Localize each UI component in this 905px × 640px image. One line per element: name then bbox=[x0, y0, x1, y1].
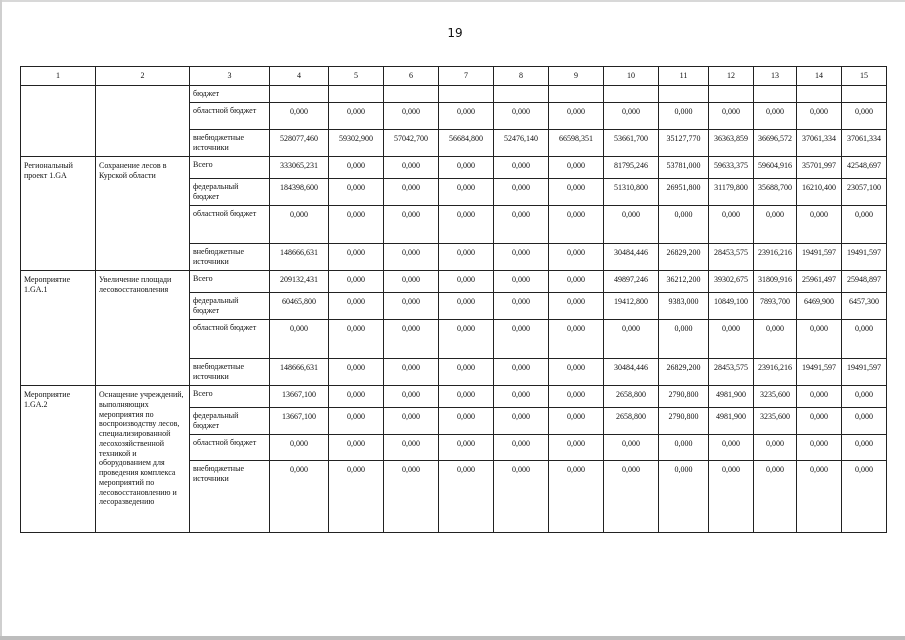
value-cell: 37061,334 bbox=[797, 130, 842, 157]
value-cell: 0,000 bbox=[439, 206, 494, 244]
value-cell: 0,000 bbox=[754, 320, 797, 359]
value-cell: 23057,100 bbox=[842, 179, 887, 206]
value-cell: 0,000 bbox=[659, 461, 709, 533]
value-cell: 0,000 bbox=[384, 244, 439, 271]
value-cell: 0,000 bbox=[494, 435, 549, 461]
value-cell: 59604,916 bbox=[754, 157, 797, 179]
value-cell: 36212,200 bbox=[659, 271, 709, 293]
value-cell: 52476,140 bbox=[494, 130, 549, 157]
value-cell: 0,000 bbox=[439, 271, 494, 293]
value-cell: 0,000 bbox=[797, 206, 842, 244]
value-cell: 0,000 bbox=[270, 206, 329, 244]
value-cell: 0,000 bbox=[494, 320, 549, 359]
value-cell: 0,000 bbox=[329, 157, 384, 179]
value-cell: 0,000 bbox=[494, 293, 549, 320]
column-header: 6 bbox=[384, 67, 439, 86]
value-cell: 56684,800 bbox=[439, 130, 494, 157]
value-cell: 19491,597 bbox=[797, 359, 842, 386]
value-cell: 0,000 bbox=[549, 435, 604, 461]
table-row bbox=[21, 386, 887, 408]
value-cell: 13667,100 bbox=[270, 386, 329, 408]
value-cell: 0,000 bbox=[842, 103, 887, 130]
value-cell: 0,000 bbox=[549, 320, 604, 359]
value-cell: 0,000 bbox=[329, 179, 384, 206]
value-cell: 57042,700 bbox=[384, 130, 439, 157]
funding-source-label: Всего bbox=[190, 386, 270, 408]
header-row bbox=[21, 67, 887, 86]
value-cell: 0,000 bbox=[494, 461, 549, 533]
value-cell: 31809,916 bbox=[754, 271, 797, 293]
value-cell: 0,000 bbox=[709, 461, 754, 533]
value-cell: 9383,000 bbox=[659, 293, 709, 320]
value-cell: 26951,800 bbox=[659, 179, 709, 206]
value-cell: 28453,575 bbox=[709, 244, 754, 271]
value-cell: 37061,334 bbox=[842, 130, 887, 157]
value-cell: 0,000 bbox=[329, 386, 384, 408]
value-cell: 0,000 bbox=[604, 206, 659, 244]
value-cell bbox=[754, 86, 797, 103]
value-cell: 35701,997 bbox=[797, 157, 842, 179]
value-cell: 0,000 bbox=[842, 386, 887, 408]
value-cell bbox=[270, 86, 329, 103]
value-cell: 0,000 bbox=[604, 320, 659, 359]
value-cell: 30484,446 bbox=[604, 244, 659, 271]
value-cell: 25948,897 bbox=[842, 271, 887, 293]
value-cell: 19491,597 bbox=[842, 359, 887, 386]
value-cell: 31179,800 bbox=[709, 179, 754, 206]
column-header: 3 bbox=[190, 67, 270, 86]
column-header: 8 bbox=[494, 67, 549, 86]
column-header: 4 bbox=[270, 67, 329, 86]
value-cell: 0,000 bbox=[549, 386, 604, 408]
value-cell: 0,000 bbox=[604, 435, 659, 461]
page-number: 19 bbox=[447, 26, 463, 40]
value-cell: 26829,200 bbox=[659, 359, 709, 386]
value-cell: 333065,231 bbox=[270, 157, 329, 179]
value-cell: 0,000 bbox=[709, 435, 754, 461]
column-header: 13 bbox=[754, 67, 797, 86]
value-cell: 23916,216 bbox=[754, 244, 797, 271]
value-cell: 0,000 bbox=[797, 461, 842, 533]
value-cell: 0,000 bbox=[329, 103, 384, 130]
value-cell: 2658,800 bbox=[604, 408, 659, 435]
value-cell: 0,000 bbox=[270, 435, 329, 461]
value-cell: 0,000 bbox=[384, 157, 439, 179]
funding-source-label: федеральный бюджет bbox=[190, 293, 270, 320]
value-cell: 2658,800 bbox=[604, 386, 659, 408]
value-cell bbox=[439, 86, 494, 103]
program-name-cell: Оснащение учреждений, выполняющих мероприятия по воспроизводству лесов, специализированной лесохозяйственной техникой и оборудованием для проведения комплекса мероприятий по лесовосстановлению и лесоразведению bbox=[96, 386, 190, 533]
value-cell: 0,000 bbox=[549, 206, 604, 244]
program-name-cell: Сохранение лесов в Курской области bbox=[96, 157, 190, 271]
value-cell: 0,000 bbox=[439, 103, 494, 130]
value-cell: 0,000 bbox=[384, 103, 439, 130]
funding-source-label: областной бюджет bbox=[190, 435, 270, 461]
value-cell: 6457,300 bbox=[842, 293, 887, 320]
table-row bbox=[21, 86, 887, 103]
value-cell: 0,000 bbox=[270, 103, 329, 130]
value-cell: 19491,597 bbox=[797, 244, 842, 271]
value-cell: 0,000 bbox=[439, 461, 494, 533]
value-cell: 0,000 bbox=[494, 179, 549, 206]
value-cell: 7893,700 bbox=[754, 293, 797, 320]
continuation-name-cell bbox=[96, 86, 190, 157]
value-cell: 0,000 bbox=[549, 157, 604, 179]
value-cell bbox=[709, 86, 754, 103]
value-cell: 148666,631 bbox=[270, 244, 329, 271]
column-header: 5 bbox=[329, 67, 384, 86]
column-header: 1 bbox=[21, 67, 96, 86]
funding-source-label: внебюджетные источники bbox=[190, 461, 270, 533]
value-cell bbox=[384, 86, 439, 103]
program-code-cell: Мероприятие 1.GA.2 bbox=[21, 386, 96, 533]
table-row bbox=[21, 157, 887, 179]
value-cell: 0,000 bbox=[384, 320, 439, 359]
value-cell: 0,000 bbox=[494, 206, 549, 244]
value-cell: 0,000 bbox=[797, 408, 842, 435]
program-code-cell: Региональный проект 1.GA bbox=[21, 157, 96, 271]
funding-source-label: федеральный бюджет bbox=[190, 408, 270, 435]
value-cell: 2790,800 bbox=[659, 386, 709, 408]
value-cell: 4981,900 bbox=[709, 386, 754, 408]
value-cell: 26829,200 bbox=[659, 244, 709, 271]
value-cell bbox=[494, 86, 549, 103]
value-cell: 0,000 bbox=[842, 206, 887, 244]
value-cell: 0,000 bbox=[384, 408, 439, 435]
value-cell: 0,000 bbox=[439, 320, 494, 359]
value-cell: 0,000 bbox=[659, 206, 709, 244]
value-cell: 3235,600 bbox=[754, 386, 797, 408]
value-cell: 0,000 bbox=[439, 293, 494, 320]
value-cell: 0,000 bbox=[329, 293, 384, 320]
funding-source-label: областной бюджет bbox=[190, 320, 270, 359]
value-cell: 0,000 bbox=[797, 103, 842, 130]
value-cell: 10849,100 bbox=[709, 293, 754, 320]
value-cell: 184398,600 bbox=[270, 179, 329, 206]
scan-bottom-edge bbox=[0, 636, 905, 640]
value-cell: 35127,770 bbox=[659, 130, 709, 157]
value-cell: 0,000 bbox=[754, 206, 797, 244]
value-cell: 0,000 bbox=[494, 157, 549, 179]
program-name-cell: Увеличение площади лесовосстановления bbox=[96, 271, 190, 386]
funding-source-label: Всего bbox=[190, 271, 270, 293]
value-cell: 0,000 bbox=[797, 435, 842, 461]
value-cell: 0,000 bbox=[439, 157, 494, 179]
funding-source-label: внебюджетные источники bbox=[190, 130, 270, 157]
value-cell: 28453,575 bbox=[709, 359, 754, 386]
column-header: 12 bbox=[709, 67, 754, 86]
value-cell: 0,000 bbox=[329, 435, 384, 461]
value-cell: 36363,859 bbox=[709, 130, 754, 157]
value-cell: 0,000 bbox=[439, 179, 494, 206]
value-cell: 0,000 bbox=[754, 103, 797, 130]
value-cell bbox=[604, 86, 659, 103]
value-cell: 0,000 bbox=[384, 359, 439, 386]
value-cell: 0,000 bbox=[439, 244, 494, 271]
funding-source-label: Всего bbox=[190, 157, 270, 179]
scan-left-edge bbox=[0, 0, 2, 640]
value-cell: 0,000 bbox=[494, 244, 549, 271]
value-cell: 0,000 bbox=[842, 435, 887, 461]
value-cell: 19491,597 bbox=[842, 244, 887, 271]
value-cell: 0,000 bbox=[384, 293, 439, 320]
value-cell: 59633,375 bbox=[709, 157, 754, 179]
value-cell bbox=[659, 86, 709, 103]
value-cell: 0,000 bbox=[494, 271, 549, 293]
column-header: 15 bbox=[842, 67, 887, 86]
column-header: 11 bbox=[659, 67, 709, 86]
value-cell: 0,000 bbox=[494, 408, 549, 435]
column-header: 2 bbox=[96, 67, 190, 86]
value-cell: 0,000 bbox=[439, 359, 494, 386]
value-cell: 0,000 bbox=[842, 408, 887, 435]
value-cell: 0,000 bbox=[329, 408, 384, 435]
value-cell: 0,000 bbox=[439, 386, 494, 408]
table-row bbox=[21, 271, 887, 293]
value-cell: 51310,800 bbox=[604, 179, 659, 206]
funding-source-label: внебюджетные источники bbox=[190, 244, 270, 271]
value-cell: 0,000 bbox=[604, 103, 659, 130]
value-cell: 0,000 bbox=[549, 408, 604, 435]
value-cell: 39302,675 bbox=[709, 271, 754, 293]
column-header: 7 bbox=[439, 67, 494, 86]
value-cell: 6469,900 bbox=[797, 293, 842, 320]
value-cell: 0,000 bbox=[439, 408, 494, 435]
value-cell: 59302,900 bbox=[329, 130, 384, 157]
value-cell: 0,000 bbox=[754, 435, 797, 461]
value-cell: 0,000 bbox=[549, 271, 604, 293]
program-code-cell: Мероприятие 1.GA.1 bbox=[21, 271, 96, 386]
value-cell: 0,000 bbox=[549, 293, 604, 320]
value-cell: 0,000 bbox=[384, 461, 439, 533]
value-cell: 0,000 bbox=[329, 320, 384, 359]
value-cell: 66598,351 bbox=[549, 130, 604, 157]
value-cell: 0,000 bbox=[549, 359, 604, 386]
value-cell: 0,000 bbox=[842, 461, 887, 533]
column-header: 9 bbox=[549, 67, 604, 86]
value-cell: 0,000 bbox=[329, 461, 384, 533]
value-cell bbox=[797, 86, 842, 103]
continuation-code-cell bbox=[21, 86, 96, 157]
value-cell: 60465,800 bbox=[270, 293, 329, 320]
value-cell: 0,000 bbox=[549, 179, 604, 206]
value-cell: 0,000 bbox=[709, 103, 754, 130]
funding-source-label: бюджет bbox=[190, 86, 270, 103]
value-cell: 0,000 bbox=[329, 206, 384, 244]
value-cell: 0,000 bbox=[549, 461, 604, 533]
value-cell: 0,000 bbox=[797, 320, 842, 359]
column-header: 10 bbox=[604, 67, 659, 86]
value-cell: 13667,100 bbox=[270, 408, 329, 435]
value-cell: 209132,431 bbox=[270, 271, 329, 293]
value-cell: 53661,700 bbox=[604, 130, 659, 157]
value-cell: 528077,460 bbox=[270, 130, 329, 157]
value-cell: 0,000 bbox=[494, 386, 549, 408]
value-cell: 0,000 bbox=[754, 461, 797, 533]
budget-table bbox=[20, 66, 887, 533]
value-cell: 30484,446 bbox=[604, 359, 659, 386]
value-cell: 0,000 bbox=[797, 386, 842, 408]
value-cell: 0,000 bbox=[494, 359, 549, 386]
value-cell: 3235,600 bbox=[754, 408, 797, 435]
value-cell: 2790,800 bbox=[659, 408, 709, 435]
value-cell: 0,000 bbox=[549, 103, 604, 130]
value-cell: 81795,246 bbox=[604, 157, 659, 179]
value-cell: 49897,246 bbox=[604, 271, 659, 293]
value-cell: 0,000 bbox=[659, 320, 709, 359]
value-cell: 0,000 bbox=[329, 271, 384, 293]
value-cell: 0,000 bbox=[439, 435, 494, 461]
scan-top-edge bbox=[0, 0, 905, 2]
value-cell: 0,000 bbox=[659, 103, 709, 130]
value-cell: 0,000 bbox=[384, 271, 439, 293]
value-cell: 0,000 bbox=[709, 206, 754, 244]
funding-source-label: федеральный бюджет bbox=[190, 179, 270, 206]
value-cell: 0,000 bbox=[384, 179, 439, 206]
value-cell: 0,000 bbox=[549, 244, 604, 271]
value-cell: 36696,572 bbox=[754, 130, 797, 157]
value-cell: 42548,697 bbox=[842, 157, 887, 179]
value-cell: 25961,497 bbox=[797, 271, 842, 293]
column-header: 14 bbox=[797, 67, 842, 86]
funding-source-label: областной бюджет bbox=[190, 103, 270, 130]
value-cell: 148666,631 bbox=[270, 359, 329, 386]
value-cell: 0,000 bbox=[384, 206, 439, 244]
value-cell: 16210,400 bbox=[797, 179, 842, 206]
value-cell: 35688,700 bbox=[754, 179, 797, 206]
value-cell: 0,000 bbox=[384, 386, 439, 408]
value-cell: 0,000 bbox=[709, 320, 754, 359]
value-cell: 0,000 bbox=[659, 435, 709, 461]
funding-source-label: областной бюджет bbox=[190, 206, 270, 244]
value-cell: 0,000 bbox=[494, 103, 549, 130]
value-cell: 0,000 bbox=[329, 359, 384, 386]
value-cell: 0,000 bbox=[842, 320, 887, 359]
value-cell bbox=[549, 86, 604, 103]
value-cell: 23916,216 bbox=[754, 359, 797, 386]
value-cell: 4981,900 bbox=[709, 408, 754, 435]
value-cell: 0,000 bbox=[329, 244, 384, 271]
value-cell: 0,000 bbox=[384, 435, 439, 461]
funding-source-label: внебюджетные источники bbox=[190, 359, 270, 386]
value-cell: 0,000 bbox=[604, 461, 659, 533]
value-cell: 0,000 bbox=[270, 461, 329, 533]
value-cell: 53781,000 bbox=[659, 157, 709, 179]
value-cell: 0,000 bbox=[270, 320, 329, 359]
value-cell bbox=[329, 86, 384, 103]
value-cell bbox=[842, 86, 887, 103]
value-cell: 19412,800 bbox=[604, 293, 659, 320]
